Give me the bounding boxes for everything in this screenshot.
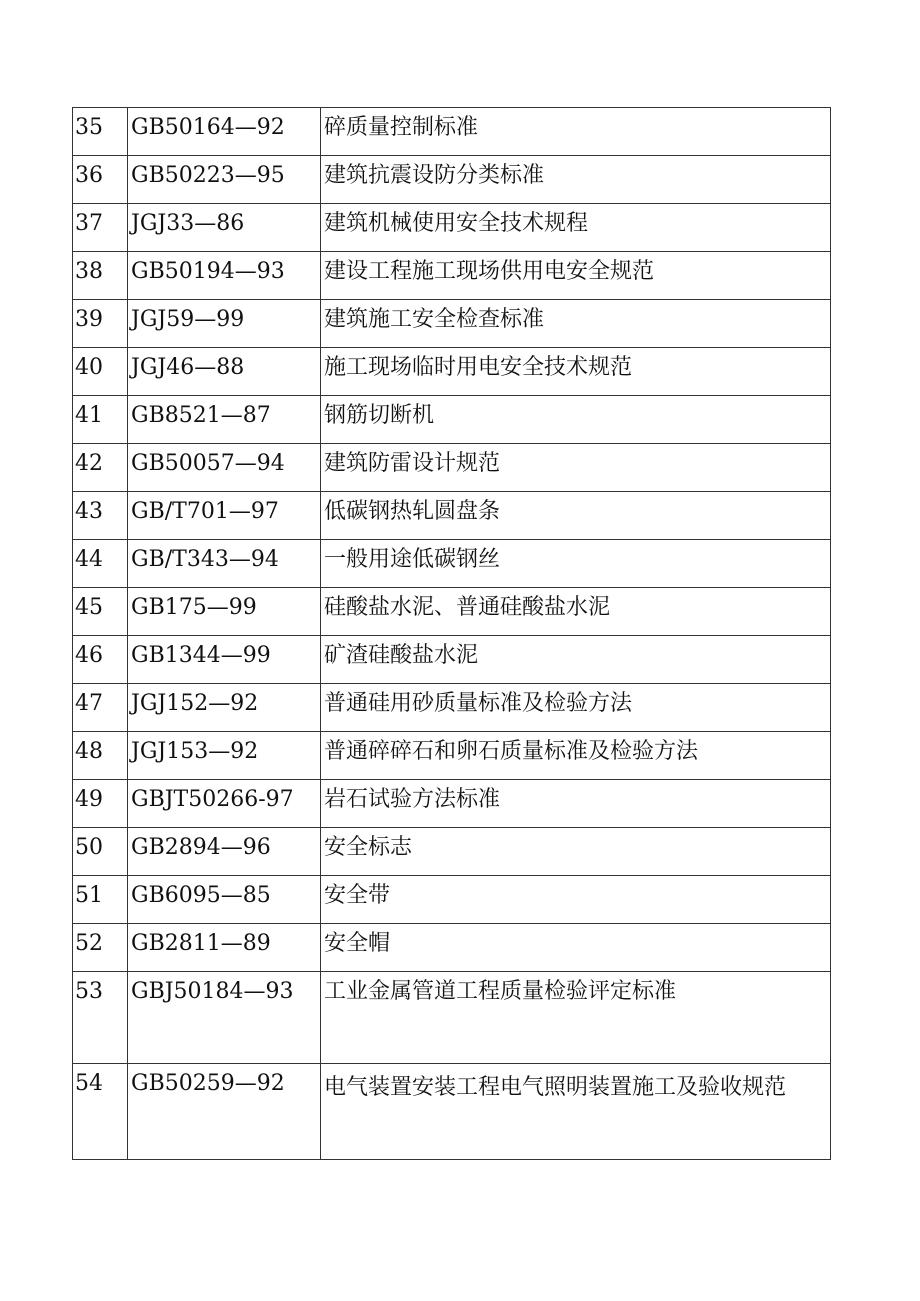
standard-code: GBJT50266-97 [128,780,321,828]
standard-title: 岩石试验方法标准 [321,780,831,828]
table-row [73,396,831,444]
standard-code: GB50259—92 [128,1064,321,1160]
table-row [73,300,831,348]
standard-code: JGJ33—86 [128,204,321,252]
row-number: 42 [73,444,128,492]
standard-title: 施工现场临时用电安全技术规范 [321,348,831,396]
standard-code: GB1344—99 [128,636,321,684]
table-row [73,1064,831,1160]
row-number: 35 [73,108,128,156]
table-row [73,876,831,924]
standard-code: GB50164—92 [128,108,321,156]
standard-title: 建筑施工安全检查标准 [321,300,831,348]
table-row [73,204,831,252]
row-number: 44 [73,540,128,588]
row-number: 53 [73,972,128,1064]
standard-title: 钢筋切断机 [321,396,831,444]
standard-title: 硅酸盐水泥、普通硅酸盐水泥 [321,588,831,636]
standard-title: 安全带 [321,876,831,924]
table-row [73,924,831,972]
standard-code: GB2894—96 [128,828,321,876]
row-number: 41 [73,396,128,444]
row-number: 48 [73,732,128,780]
standard-title: 建筑机械使用安全技术规程 [321,204,831,252]
standard-code: GB/T701—97 [128,492,321,540]
standard-title: 建筑防雷设计规范 [321,444,831,492]
row-number: 36 [73,156,128,204]
standard-title: 普通硅用砂质量标准及检验方法 [321,684,831,732]
standard-title: 矿渣硅酸盐水泥 [321,636,831,684]
standard-title: 碎质量控制标准 [321,108,831,156]
standard-code: GB50194—93 [128,252,321,300]
standard-code: GB175—99 [128,588,321,636]
table-row [73,588,831,636]
row-number: 38 [73,252,128,300]
table-row [73,348,831,396]
standard-code: GBJ50184—93 [128,972,321,1064]
standard-code: GB50223—95 [128,156,321,204]
row-number: 39 [73,300,128,348]
standard-title: 安全标志 [321,828,831,876]
standard-code: GB6095—85 [128,876,321,924]
table-row [73,780,831,828]
row-number: 54 [73,1064,128,1160]
standard-code: JGJ152—92 [128,684,321,732]
row-number: 51 [73,876,128,924]
standard-title: 工业金属管道工程质量检验评定标准 [321,972,831,1064]
standard-title: 建筑抗震设防分类标准 [321,156,831,204]
table-row [73,972,831,1064]
standard-code: GB/T343—94 [128,540,321,588]
row-number: 43 [73,492,128,540]
standard-title: 一般用途低碳钢丝 [321,540,831,588]
table-row [73,444,831,492]
standards-table [72,107,831,1160]
standard-title: 建设工程施工现场供用电安全规范 [321,252,831,300]
standard-title: 普通碎碎石和卵石质量标准及检验方法 [321,732,831,780]
standard-title: 低碳钢热轧圆盘条 [321,492,831,540]
standards-table-body [73,108,831,1160]
standard-title: 安全帽 [321,924,831,972]
table-row [73,828,831,876]
standard-code: GB8521—87 [128,396,321,444]
standard-code: JGJ153—92 [128,732,321,780]
table-row [73,732,831,780]
table-row [73,108,831,156]
table-row [73,636,831,684]
standard-code: GB50057—94 [128,444,321,492]
standard-code: JGJ46—88 [128,348,321,396]
row-number: 47 [73,684,128,732]
table-row [73,156,831,204]
table-row [73,492,831,540]
standard-title: 电气装置安装工程电气照明装置施工及验收规范 [321,1064,831,1160]
row-number: 45 [73,588,128,636]
row-number: 37 [73,204,128,252]
table-row [73,540,831,588]
row-number: 52 [73,924,128,972]
row-number: 46 [73,636,128,684]
row-number: 50 [73,828,128,876]
standard-code: JGJ59—99 [128,300,321,348]
standard-code: GB2811—89 [128,924,321,972]
table-row [73,684,831,732]
row-number: 40 [73,348,128,396]
table-row [73,252,831,300]
row-number: 49 [73,780,128,828]
